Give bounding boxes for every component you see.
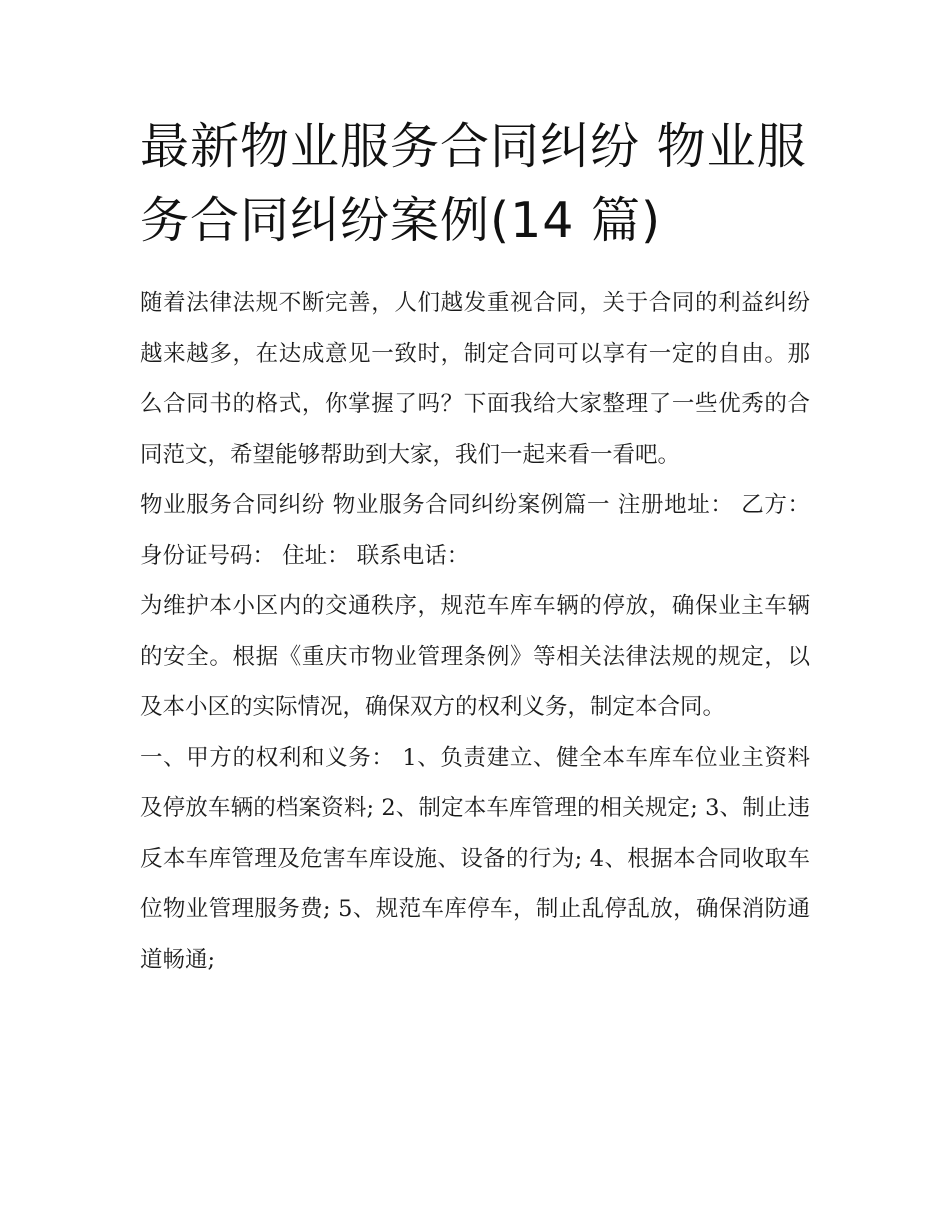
paragraph-parties: 物业服务合同纠纷 物业服务合同纠纷案例篇一 注册地址： 乙方： 身份证号码： 住址： 联系电话：	[140, 492, 810, 569]
document-title: 最新物业服务合同纠纷 物业服务合同纠纷案例(14 篇)	[140, 118, 807, 249]
document-body	[140, 278, 810, 985]
paragraph-intro: 随着法律法规不断完善，人们越发重视合同，关于合同的利益纠纷越来越多，在达成意见一致时，制定合同可以享有一定的自由。那么合同书的格式，你掌握了吗？下面我给大家整理了一些优秀的合同范文，希望能够帮助到大家，我们一起来看一看吧。	[140, 290, 810, 468]
paragraph-purpose: 为维护本小区内的交通秩序，规范车库车辆的停放，确保业主车辆的安全。根据《重庆市物业管理条例》等相关法律法规的规定，以及本小区的实际情况，确保双方的权利义务，制定本合同。	[140, 593, 810, 720]
paragraph-party-a-duties: 一、甲方的权利和义务： 1、负责建立、健全本车库车位业主资料及停放车辆的档案资料; 2、制定本车库管理的相关规定; 3、制止违反本车库管理及危害车库设施、设备的行为; 4、根据本合同收取车位物业管理服务费; 5、规范车库停车，制止乱停乱放，确保消防通道畅通;	[140, 744, 810, 973]
